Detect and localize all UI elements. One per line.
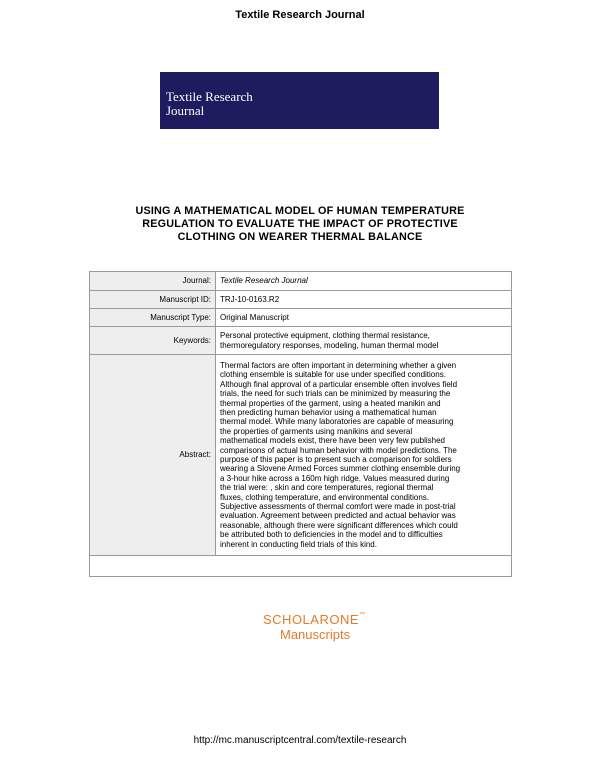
manuscript-id-value: TRJ-10-0163.R2 <box>216 291 512 309</box>
scholarone-logo <box>263 612 366 627</box>
running-header: Textile Research Journal <box>235 9 365 21</box>
abstract-line: mathematical models exist, there have been very few published <box>220 436 446 446</box>
abstract-label: Abstract: <box>90 355 216 556</box>
row-manuscript-type <box>90 309 512 327</box>
abstract-line: comparisons of actual human behavior with model predictions. The <box>220 445 457 455</box>
journal-banner <box>160 72 439 129</box>
scholarone-text: SCHOLARONE <box>263 612 360 627</box>
trademark-mark: ™ <box>359 612 366 618</box>
abstract-line: Thermal factors are often important in determining whether a given <box>220 360 457 370</box>
abstract-line: Subjective assessments of thermal comfort were made in post-trial <box>220 502 456 512</box>
abstract-value <box>216 355 512 556</box>
abstract-line: clothing ensemble is suitable for use under specified conditions. <box>220 370 446 380</box>
paper-title <box>100 205 500 244</box>
abstract-line: a 3-hour hike across a 160m high ridge. Values measured during <box>220 473 450 483</box>
manuscripts-logo-text: Manuscripts <box>280 627 351 642</box>
journal-label: Journal: <box>90 272 216 291</box>
manuscript-type-value: Original Manuscript <box>216 309 512 327</box>
keywords-label: Keywords: <box>90 327 216 355</box>
abstract-line: inherent in conducting field trials of this kind. <box>220 539 377 549</box>
row-blank <box>90 556 512 577</box>
abstract-line: evaluation. Agreement between predicted and actual behavior was <box>220 511 456 521</box>
abstract-line: be attributed both to deficiencies in the model and to difficulties <box>220 530 443 540</box>
row-manuscript-id <box>90 291 512 309</box>
blank-cell <box>90 556 512 577</box>
abstract-line: purpose of this paper is to present such a comparison for soldiers <box>220 455 452 464</box>
banner-line-2: Journal <box>166 103 205 118</box>
abstract-line: wearing a Slovene Armed Forces summer clothing ensemble during <box>220 464 461 474</box>
abstract-line: the trial were: , skin and core temperatures, regional thermal <box>220 483 434 493</box>
row-journal <box>90 272 512 291</box>
manuscript-id-label: Manuscript ID: <box>90 291 216 309</box>
keywords-line-2: thermoregulatory responses, modeling, human thermal model <box>220 340 439 350</box>
manuscript-info-table <box>89 271 512 577</box>
manuscript-type-label: Manuscript Type: <box>90 309 216 327</box>
keywords-line-1: Personal protective equipment, clothing thermal resistance, <box>220 331 430 341</box>
row-abstract <box>90 355 512 556</box>
abstract-line: then predicting human behavior using a mathematical human <box>220 407 437 417</box>
title-line-3: CLOTHING ON WEARER THERMAL BALANCE <box>177 231 423 243</box>
journal-value: Textile Research Journal <box>216 272 512 291</box>
keywords-value <box>216 327 512 355</box>
abstract-line: fluxes, clothing temperature, and environmental conditions. <box>220 492 430 502</box>
banner-line-1: Textile Research <box>166 89 253 104</box>
title-line-1: USING A MATHEMATICAL MODEL OF HUMAN TEMPERATURE <box>135 205 465 217</box>
abstract-line: trials, the need for such trials can be minimized by measuring the <box>220 389 451 399</box>
title-line-2: REGULATION TO EVALUATE THE IMPACT OF PROTECTIVE <box>142 218 458 230</box>
row-keywords <box>90 327 512 355</box>
abstract-line: thermal model. While many laboratories are capable of measuring <box>220 417 454 427</box>
footer-url[interactable]: http://mc.manuscriptcentral.com/textile-research <box>193 735 407 746</box>
abstract-line: the properties of garments using manikins and several <box>220 426 413 436</box>
abstract-line: thermal properties of the garment, using a heated manikin and <box>220 398 441 408</box>
abstract-line: Although final approval of a particular ensemble often involves field <box>220 379 458 389</box>
banner-text <box>166 90 253 118</box>
abstract-line: reasonable, although there were significant differences which could <box>220 520 458 530</box>
